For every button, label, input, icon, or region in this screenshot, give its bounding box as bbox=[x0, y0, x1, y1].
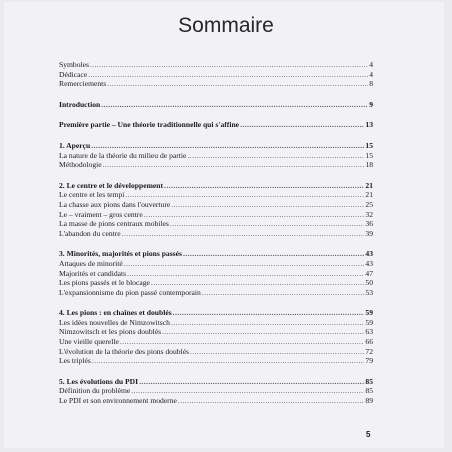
dot-leader bbox=[125, 190, 364, 200]
toc-entry-page: 85 bbox=[365, 376, 373, 386]
toc-entry bbox=[59, 151, 373, 161]
toc-entry-label: 1. Aperçu bbox=[59, 140, 91, 150]
dot-leader bbox=[171, 318, 364, 328]
toc-entry bbox=[59, 327, 373, 337]
toc-entry-label: Les pions passés et le blocage bbox=[59, 278, 150, 288]
toc-entry-label: Majorités et candidats bbox=[59, 268, 127, 278]
toc-entry-label: 5. Les évolutions du PDI bbox=[59, 376, 139, 386]
toc-entry-page: 21 bbox=[365, 180, 373, 190]
toc-entry-page: 13 bbox=[365, 120, 373, 130]
toc-entry bbox=[59, 396, 373, 406]
toc-entry-label: Définition du problème bbox=[59, 386, 131, 396]
toc-entry-page: 66 bbox=[365, 337, 373, 347]
section-gap bbox=[59, 238, 373, 249]
toc-entry-label: Une vieille querelle bbox=[59, 337, 119, 347]
toc-entry-label: Méthodologie bbox=[59, 160, 102, 170]
dot-leader bbox=[124, 259, 365, 269]
toc-entry-label: L'expansionnisme du pion passé contemporain bbox=[59, 287, 201, 297]
toc-entry-page: 9 bbox=[369, 99, 373, 109]
toc-entry-page: 85 bbox=[365, 386, 373, 396]
dot-leader bbox=[139, 377, 364, 387]
dot-leader bbox=[183, 249, 364, 259]
dot-leader bbox=[170, 219, 365, 229]
toc-heading bbox=[59, 120, 373, 130]
toc-entry-page: 36 bbox=[365, 219, 373, 229]
toc-entry-page: 59 bbox=[365, 308, 373, 318]
toc-entry-label: Première partie – Une théorie traditionnelle qui s'affine bbox=[59, 120, 240, 130]
toc-entry bbox=[59, 160, 373, 170]
toc-entry-page: 63 bbox=[365, 327, 373, 337]
page-title: Sommaire bbox=[178, 14, 274, 37]
section-gap bbox=[59, 366, 373, 377]
dot-leader bbox=[171, 200, 364, 210]
toc-entry-label: La chasse aux pions dans l'ouverture bbox=[59, 199, 171, 209]
toc-entry-label: L'abandon du centre bbox=[59, 228, 121, 238]
section-gap bbox=[59, 109, 373, 120]
dot-leader bbox=[122, 229, 365, 239]
toc-entry-label: La masse de pions centraux mobiles bbox=[59, 219, 169, 229]
toc-entry bbox=[59, 269, 373, 279]
toc-entry-page: 4 bbox=[369, 69, 373, 79]
section-gap bbox=[59, 130, 373, 141]
toc-entry bbox=[59, 356, 373, 366]
toc-entry-label: 2. Le centre et le développement bbox=[59, 180, 164, 190]
dot-leader bbox=[88, 70, 368, 80]
toc-entry bbox=[59, 318, 373, 328]
toc-entry bbox=[59, 386, 373, 396]
toc-entry-label: L'évolution de la théorie des pions doublés bbox=[59, 346, 190, 356]
toc-entry-page: 79 bbox=[365, 356, 373, 366]
toc-entry-page: 8 bbox=[369, 79, 373, 89]
toc-entry bbox=[59, 190, 373, 200]
page-number: 5 bbox=[366, 430, 371, 439]
toc-entry bbox=[59, 288, 373, 298]
dot-leader bbox=[90, 60, 368, 70]
dot-leader bbox=[91, 141, 364, 151]
toc-heading bbox=[59, 308, 373, 318]
toc-entry-page: 89 bbox=[365, 396, 373, 406]
toc-entry bbox=[59, 229, 373, 239]
dot-leader bbox=[131, 386, 364, 396]
toc-entry-label: Remerciements bbox=[59, 79, 107, 89]
toc-entry-page: 4 bbox=[369, 60, 373, 69]
dot-leader bbox=[92, 356, 365, 366]
toc-entry-page: 25 bbox=[365, 199, 373, 209]
dot-leader bbox=[151, 278, 365, 288]
toc-entry-page: 59 bbox=[365, 317, 373, 327]
toc-entry-page: 39 bbox=[365, 228, 373, 238]
toc-entry-page: 72 bbox=[365, 346, 373, 356]
dot-leader bbox=[103, 160, 365, 170]
toc-entry-label: Nimzowitsch et les pions doublés bbox=[59, 327, 162, 337]
toc-entry bbox=[59, 219, 373, 229]
dot-leader bbox=[162, 327, 364, 337]
section-gap bbox=[59, 170, 373, 181]
toc-entry-page: 43 bbox=[365, 249, 373, 259]
dot-leader bbox=[240, 120, 364, 130]
toc-entry-page: 15 bbox=[365, 150, 373, 160]
toc-entry-label: Le – vraiment – gros centre bbox=[59, 209, 143, 219]
toc-entry bbox=[59, 200, 373, 210]
toc-entry bbox=[59, 337, 373, 347]
toc-entry-label: 4. Les pions : en chaînes et doublés bbox=[59, 308, 172, 318]
toc-heading bbox=[59, 377, 373, 387]
toc-entry-page: 50 bbox=[365, 278, 373, 288]
toc-entry-label: Introduction bbox=[59, 99, 101, 109]
toc-heading bbox=[59, 249, 373, 259]
toc-heading bbox=[59, 100, 373, 110]
dot-leader bbox=[190, 347, 364, 357]
toc-entry-page: 47 bbox=[365, 268, 373, 278]
toc-entry-page: 15 bbox=[365, 140, 373, 150]
dot-leader bbox=[120, 337, 365, 347]
toc-entry-page: 53 bbox=[365, 287, 373, 297]
toc-entry-label: Les triplés bbox=[59, 356, 91, 366]
toc-entry-page: 21 bbox=[365, 190, 373, 200]
dot-leader bbox=[164, 181, 364, 191]
section-gap bbox=[59, 89, 373, 100]
toc-entry bbox=[59, 347, 373, 357]
dot-leader bbox=[101, 100, 368, 110]
toc-heading bbox=[59, 141, 373, 151]
dot-leader bbox=[178, 396, 365, 406]
dot-leader bbox=[187, 151, 364, 161]
section-gap bbox=[59, 297, 373, 308]
dot-leader bbox=[173, 308, 365, 318]
toc-entry-label: 3. Minorités, majorités et pions passés bbox=[59, 249, 182, 259]
toc-entry-label: Symboles bbox=[59, 60, 89, 69]
dot-leader bbox=[127, 269, 364, 279]
toc-entry bbox=[59, 210, 373, 220]
toc-entry-label: Le PDI et son environnement moderne bbox=[59, 396, 177, 406]
dot-leader bbox=[107, 79, 368, 89]
toc-entry bbox=[59, 259, 373, 269]
toc-entry-page: 18 bbox=[365, 160, 373, 170]
toc-entry-label: Le centre et les tempi bbox=[59, 190, 125, 200]
toc-entry bbox=[59, 70, 373, 80]
table-of-contents bbox=[59, 60, 373, 406]
toc-entry-label: La nature de la théorie du milieu de partie bbox=[59, 150, 187, 160]
toc-entry-label: Attaques de minorité bbox=[59, 258, 123, 268]
toc-entry-page: 43 bbox=[365, 258, 373, 268]
toc-heading bbox=[59, 181, 373, 191]
toc-entry bbox=[59, 278, 373, 288]
toc-entry-page: 32 bbox=[365, 209, 373, 219]
toc-entry bbox=[59, 60, 373, 70]
toc-entry-label: Les idées nouvelles de Nimzowitsch bbox=[59, 317, 170, 327]
dot-leader bbox=[202, 288, 365, 298]
dot-leader bbox=[144, 210, 365, 220]
toc-entry-label: Dédicace bbox=[59, 69, 88, 79]
toc-entry bbox=[59, 79, 373, 89]
